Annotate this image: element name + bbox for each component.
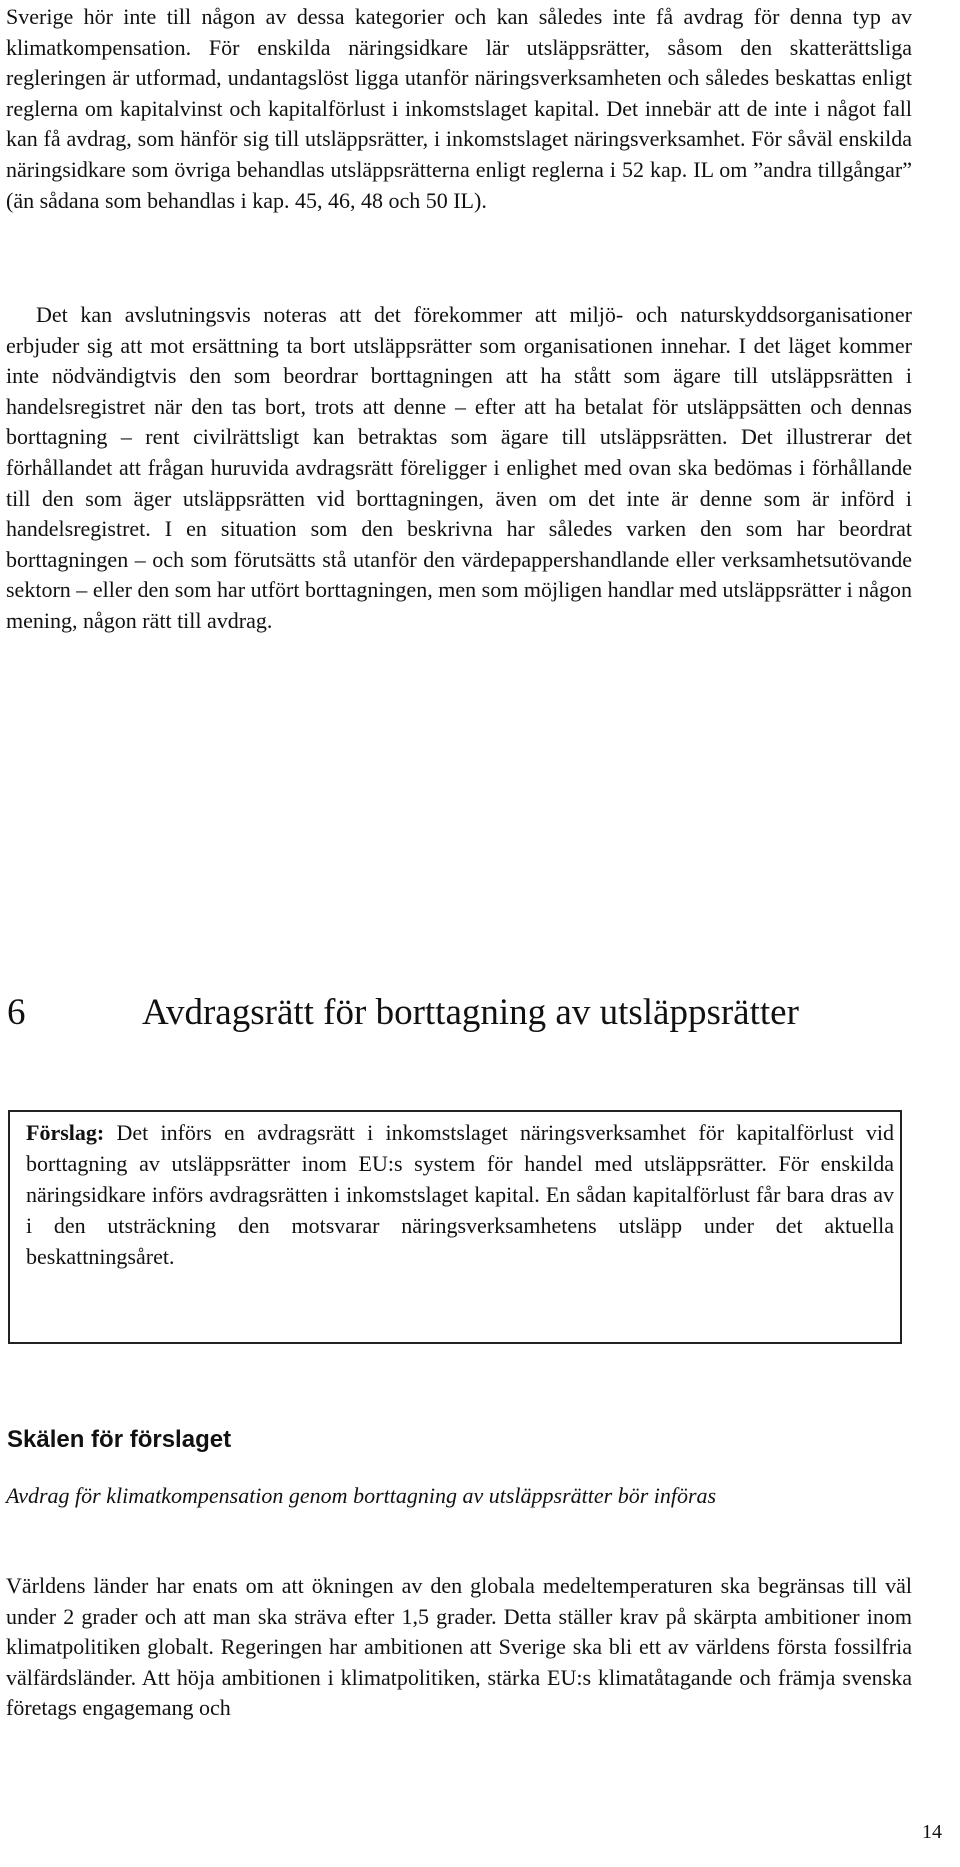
chapter-title: Avdragsrätt för borttagning av utsläppsrätter	[142, 992, 799, 1033]
body-paragraph: Världens länder har enats om att ökningen av den globala medeltemperaturen ska begränsas till väl under 2 grader och att man ska sträva efter 1,5 grader. Detta ställer krav på skärpta ambitioner inom klimatpolitiken globalt. Regeringen har ambitionen att Sverige ska bli ett av världens första fossilfria välfärdsländer. Att höja ambitionen i klimatpolitiken, stärka EU:s klimatåtagande och främja svenska företags engagemang och	[6, 1573, 912, 1721]
subsection-heading: Avdrag för klimatkompensation genom borttagning av utsläppsrätter bör införas	[6, 1483, 717, 1508]
proposal-body: Det införs en avdragsrätt i inkomstslaget näringsverksamhet för kapitalförlust vid borttagning av utsläppsrätter inom EU:s system för handel med utsläppsrätter. För enskilda näringsidkare införs avdragsrätten i inkomstslaget kapital. En sådan kapitalförlust får bara dras av i den utsträckning den motsvarar näringsverksamhetens utsläpp under det aktuella beskattningsåret.	[26, 1120, 894, 1269]
proposal-label: Förslag:	[26, 1120, 105, 1145]
section-heading: Skälen för förslaget	[7, 1426, 232, 1453]
body-paragraph: Det kan avslutningsvis noteras att det förekommer att miljö- och naturskyddsorganisationer erbjuder sig att mot ersättning ta bort utsläppsrätter som organisationen innehar. I det läget kommer inte nödvändigtvis den som beordrar borttagningen att ha stått som ägare till utsläppsrätten i handelsregistret när den tas bort, trots att denne – efter att ha betalat för utsläppsätten och dennas borttagning – rent civilrättsligt kan betraktas som ägare till utsläppsrätten. Det illustrerar det förhållandet att frågan huruvida avdragsrätt föreligger i enlighet med ovan ska bedömas i förhållande till den som äger utsläppsrätten vid borttagningen, även om det inte är denne som är införd i handelsregistret. I en situation som den beskrivna har således varken den som har beordrat borttagningen – och som förutsätts stå utanför den värdepappershandlande eller verksamhetsutövande sektorn – eller den som har utfört borttagningen, men som möjligen handlar med utsläppsrätter i någon mening, någon rätt till avdrag.	[6, 302, 912, 633]
proposal-box	[8, 1110, 902, 1344]
page-number: 14	[922, 1821, 942, 1843]
proposal-text	[26, 1117, 894, 1272]
chapter-number: 6	[7, 992, 26, 1033]
body-paragraph-continued: Sverige hör inte till någon av dessa kategorier och kan således inte få avdrag för denna typ av klimatkompensation. För enskilda näringsidkare lär utsläppsrätter, såsom den skatterättsliga regleringen är utformad, undantagslöst ligga utanför näringsverksamheten och således beskattas enligt reglerna om kapitalvinst och kapitalförlust i inkomstslaget kapital. Det innebär att de inte i något fall kan få avdrag, som hänför sig till utsläppsrätter, i inkomstslaget näringsverksamhet. För såväl enskilda näringsidkare som övriga behandlas utsläppsrätterna enligt reglerna i 52 kap. IL om ”andra tillgångar” (än sådana som behandlas i kap. 45, 46, 48 och 50 IL).	[6, 4, 912, 213]
